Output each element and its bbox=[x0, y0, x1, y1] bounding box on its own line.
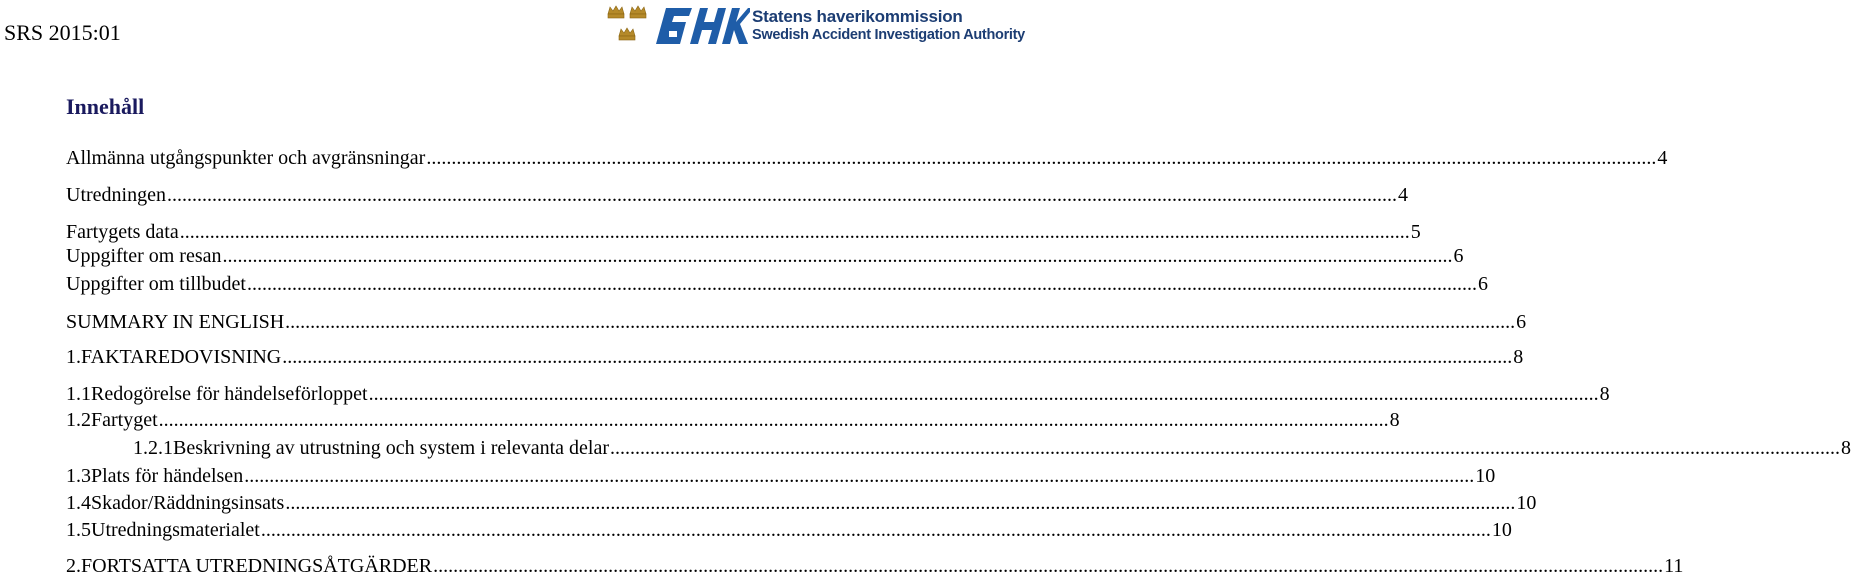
toc-entry-page: 8 bbox=[1599, 383, 1610, 405]
toc-entry[interactable] bbox=[66, 464, 1496, 488]
toc-leader-dots bbox=[433, 554, 1663, 578]
toc-entry[interactable] bbox=[66, 272, 1488, 296]
agency-name-english: Swedish Accident Investigation Authority bbox=[752, 27, 1025, 43]
agency-name-swedish: Statens haverikommission bbox=[752, 7, 963, 26]
toc-entry[interactable] bbox=[66, 183, 1408, 207]
toc-entry-page: 11 bbox=[1664, 555, 1684, 577]
toc-entry-number: 1.4 bbox=[66, 492, 91, 514]
toc-entry-title: Uppgifter om resan bbox=[66, 245, 222, 267]
toc-leader-dots bbox=[282, 345, 1512, 369]
toc-leader-dots bbox=[285, 491, 1515, 515]
toc-entry-title: Plats för händelsen bbox=[91, 465, 244, 487]
toc-leader-dots bbox=[426, 146, 1656, 170]
toc-entry-page: 4 bbox=[1657, 147, 1668, 169]
toc-entry-title: SUMMARY IN ENGLISH bbox=[66, 311, 285, 333]
toc-entry-page: 8 bbox=[1841, 437, 1851, 459]
toc-entry-number: 1.2.1 bbox=[133, 437, 173, 459]
toc-entry-page: 4 bbox=[1397, 184, 1408, 206]
toc-entry-page: 6 bbox=[1453, 245, 1464, 267]
toc-entry-title: FAKTAREDOVISNING bbox=[81, 346, 282, 368]
toc-leader-dots bbox=[610, 436, 1840, 460]
toc-leader-dots bbox=[285, 310, 1515, 334]
toc-entry-number: 2. bbox=[66, 555, 81, 577]
toc-leader-dots bbox=[180, 220, 1410, 244]
toc-entry-page: 10 bbox=[1516, 492, 1537, 514]
toc-entry[interactable] bbox=[66, 382, 1610, 406]
toc-entry-title: FORTSATTA UTREDNINGSÅTGÄRDER bbox=[81, 555, 433, 577]
toc-leader-dots bbox=[261, 518, 1491, 542]
toc-entry[interactable] bbox=[133, 436, 1851, 460]
toc-leader-dots bbox=[167, 183, 1397, 207]
toc-entry-title: Redogörelse för händelseförloppet bbox=[91, 383, 368, 405]
toc-entry-page: 8 bbox=[1389, 409, 1400, 431]
toc-entry[interactable] bbox=[66, 554, 1684, 578]
toc-entry[interactable] bbox=[66, 345, 1524, 369]
toc-entry-page: 6 bbox=[1516, 311, 1527, 333]
toc-heading: Innehåll bbox=[66, 94, 145, 119]
toc-entry[interactable] bbox=[66, 408, 1400, 432]
toc-entry-number: 1. bbox=[66, 346, 81, 368]
toc-leader-dots bbox=[223, 244, 1453, 268]
toc-entry-title: Fartygets data bbox=[66, 221, 179, 243]
toc-entry-page: 10 bbox=[1491, 519, 1512, 541]
shk-logo bbox=[606, 4, 1025, 48]
toc-entry-title: Fartyget bbox=[91, 409, 158, 431]
toc-entry[interactable] bbox=[66, 146, 1668, 170]
toc-entry[interactable] bbox=[66, 220, 1421, 244]
shk-mark-icon bbox=[652, 4, 750, 48]
toc-entry-page: 6 bbox=[1477, 273, 1488, 295]
toc-entry[interactable] bbox=[66, 491, 1537, 515]
toc-entry-title: Utredningen bbox=[66, 184, 166, 206]
toc-entry-title: Beskrivning av utrustning och system i relevanta delar bbox=[173, 437, 610, 459]
toc-entry[interactable] bbox=[66, 310, 1527, 334]
toc-entry-title: Skador/Räddningsinsats bbox=[91, 492, 285, 514]
toc-entry-title: Allmänna utgångspunkter och avgränsningar bbox=[66, 147, 426, 169]
three-crowns-icon bbox=[606, 4, 650, 48]
toc-entry-number: 1.1 bbox=[66, 383, 91, 405]
toc-entry-number: 1.5 bbox=[66, 519, 91, 541]
toc-entry-page: 10 bbox=[1475, 465, 1496, 487]
toc-entry-page: 8 bbox=[1513, 346, 1524, 368]
toc-leader-dots bbox=[159, 408, 1389, 432]
toc-entry-title: Utredningsmaterialet bbox=[91, 519, 260, 541]
toc-entry[interactable] bbox=[66, 244, 1464, 268]
toc-leader-dots bbox=[369, 382, 1599, 406]
toc-entry-page: 5 bbox=[1410, 221, 1421, 243]
agency-name bbox=[752, 7, 1025, 44]
report-id: SRS 2015:01 bbox=[4, 20, 121, 45]
toc-leader-dots bbox=[247, 272, 1477, 296]
toc-entry-number: 1.2 bbox=[66, 409, 91, 431]
toc-entry-number: 1.3 bbox=[66, 465, 91, 487]
toc-entry[interactable] bbox=[66, 518, 1512, 542]
toc-entry-title: Uppgifter om tillbudet bbox=[66, 273, 246, 295]
toc-leader-dots bbox=[244, 464, 1474, 488]
